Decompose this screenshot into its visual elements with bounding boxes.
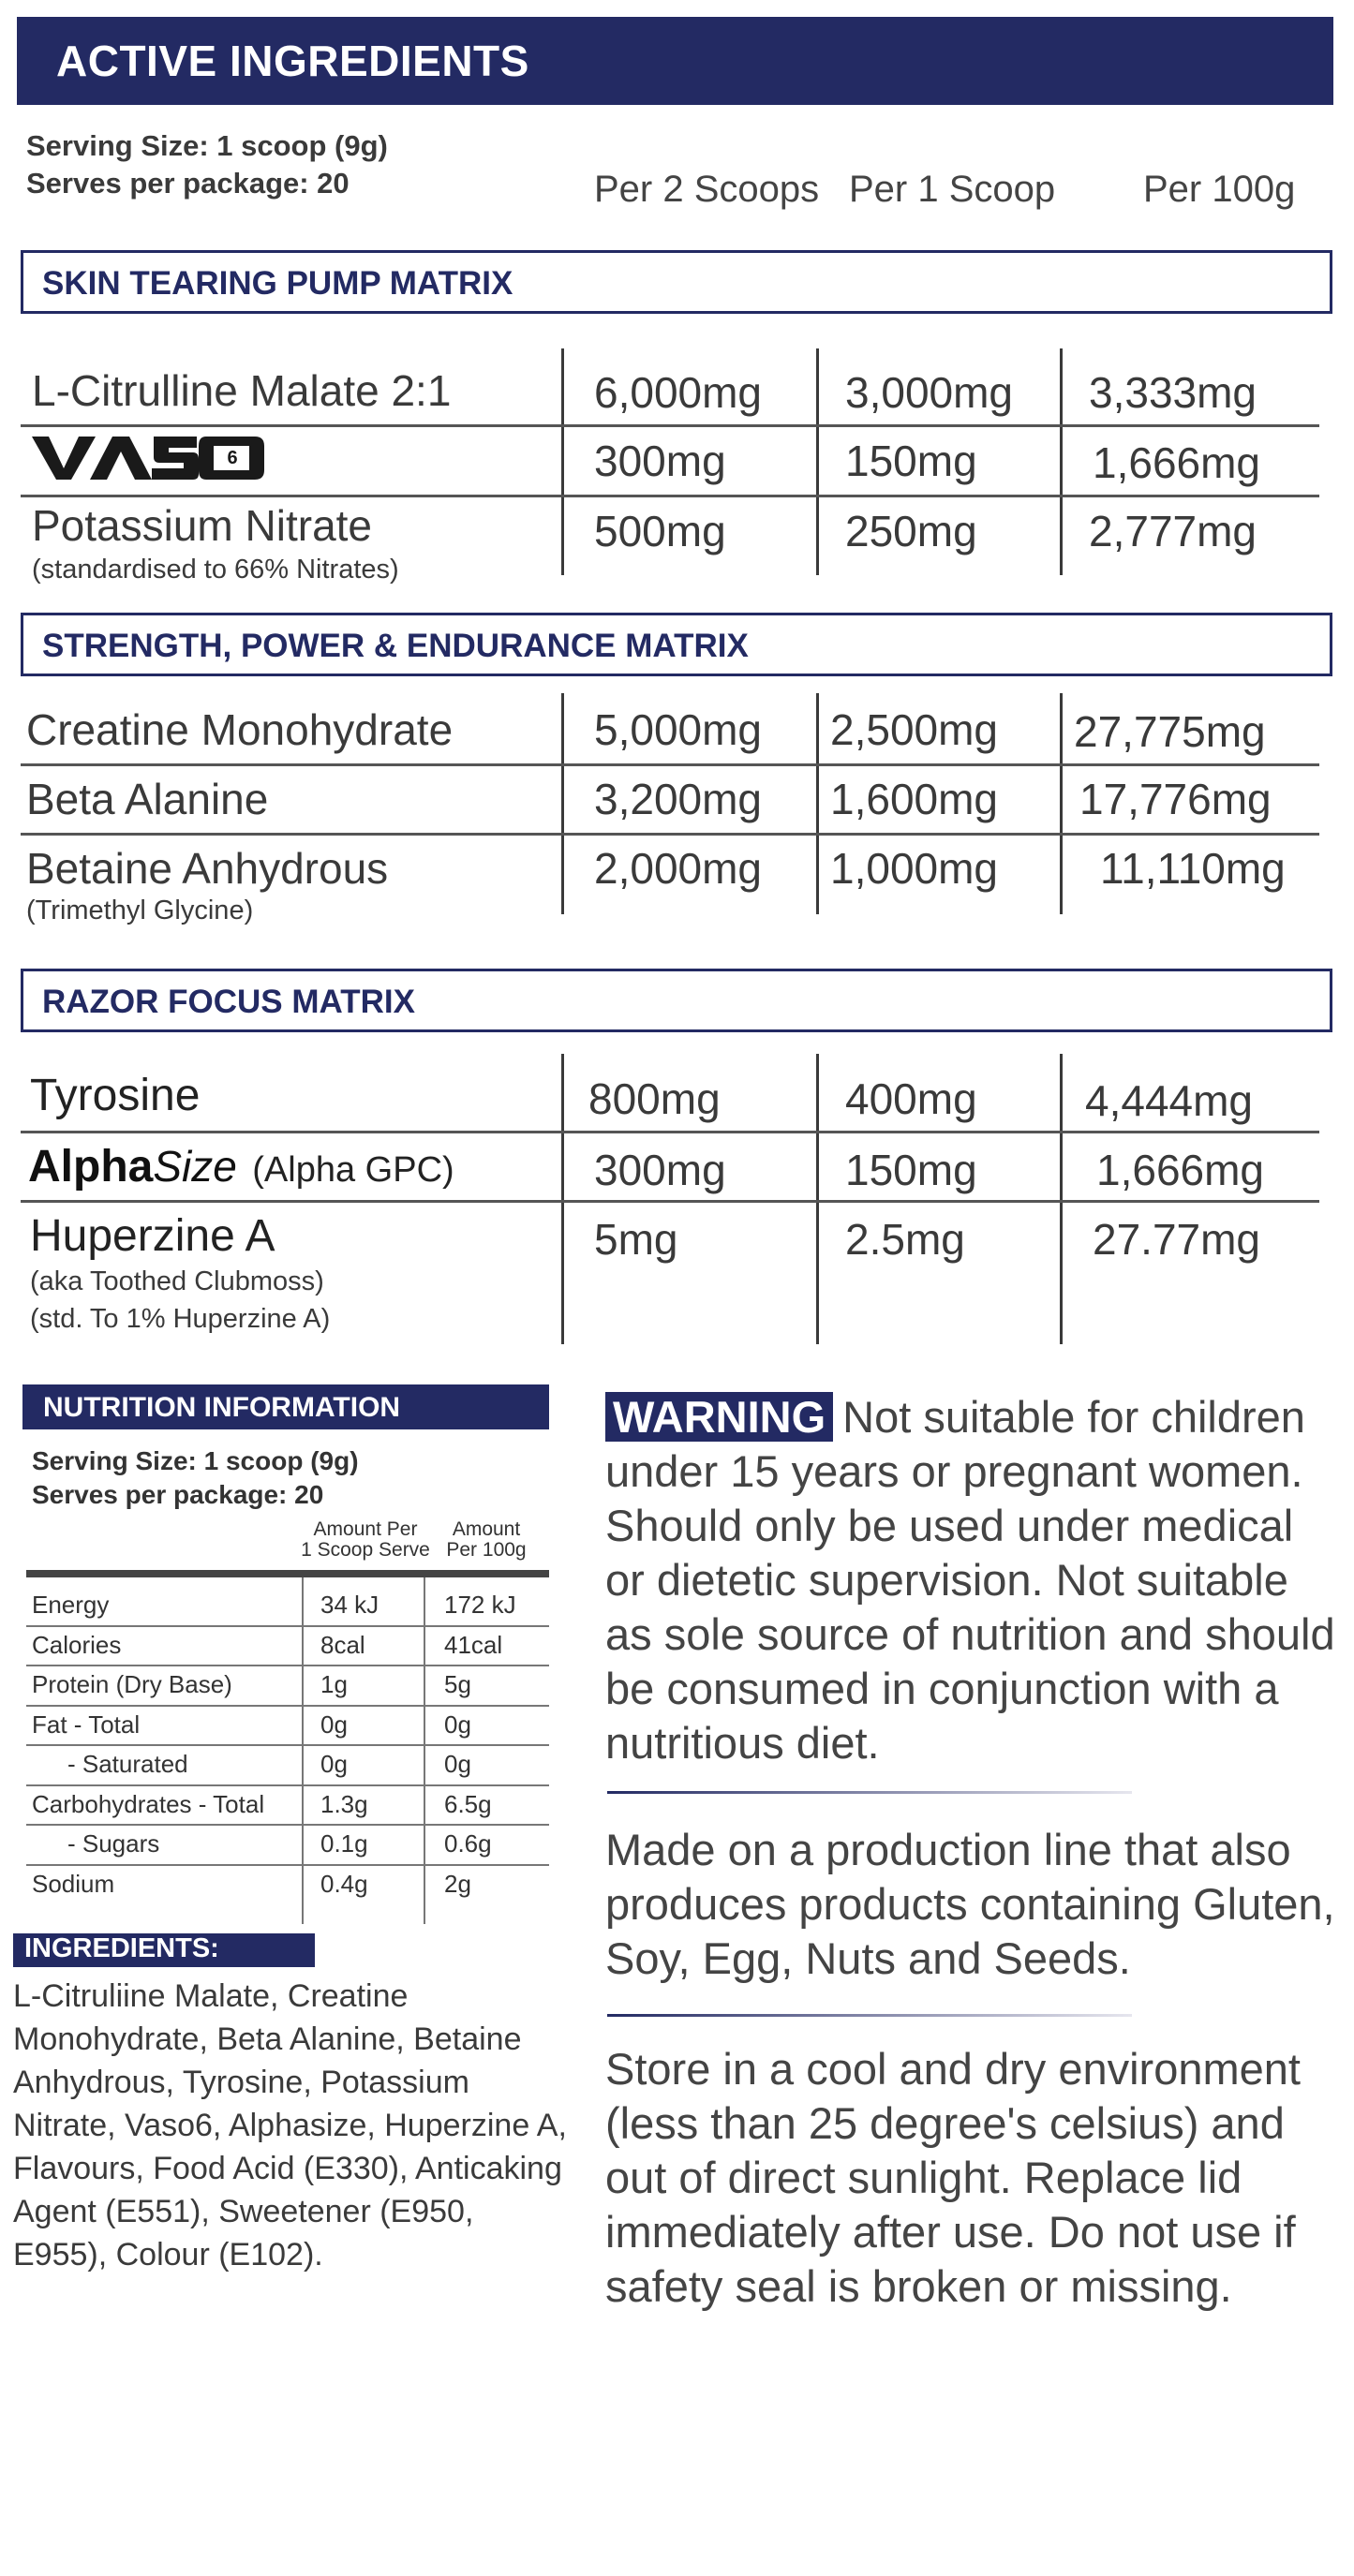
nutrition-row-per-100g: 5g: [444, 1670, 471, 1698]
section-separator: [607, 2014, 1132, 2017]
col-header-line: Amount: [452, 1518, 521, 1540]
nutrition-row-per-100g: 0.6g: [444, 1829, 492, 1858]
ingredient-name-betaine: Betaine Anhydrous: [26, 844, 389, 893]
ingredients-text: L-Citruliine Malate, Creatine Monohydrate, Beta Alanine, Betaine Anhydrous, Tyrosine, Potassium Nitrate, Vaso6, Alphasize, Huperzine A, Flavours, Food Acid (E330), Anticaking Agent (E551), Sweetener (E950, E955), Colour (E102).: [13, 1978, 567, 2273]
matrix-title: STRENGTH, POWER & ENDURANCE MATRIX: [42, 628, 749, 664]
value-per-1-scoop: 1,600mg: [830, 775, 999, 823]
row-divider: [21, 1131, 1319, 1133]
nutrition-row-divider: [26, 1744, 549, 1746]
vaso6-logo-graphic: [32, 433, 266, 481]
serving-size: Serving Size: 1 scoop (9g): [26, 129, 388, 162]
row-divider: [21, 763, 1319, 766]
row-divider: [21, 495, 1319, 497]
ingredients-header: [13, 1933, 315, 1967]
ingredient-name-l-citrulline: L-Citrulline Malate 2:1: [32, 366, 452, 415]
nutrition-row-label: Sodium: [32, 1869, 115, 1898]
ingredient-subtext: (standardised to 66% Nitrates): [32, 555, 399, 585]
nutrition-row-divider: [26, 1784, 549, 1786]
value-per-1-scoop: 1,000mg: [830, 844, 999, 893]
column-divider: [816, 1054, 819, 1344]
nutrition-row-per-100g: 0g: [444, 1750, 471, 1778]
ingredient-subtext: (std. To 1% Huperzine A): [30, 1304, 331, 1334]
nutrition-row-divider: [26, 1625, 549, 1627]
nutrition-column-divider: [302, 1577, 304, 1924]
serves-per-package: Serves per package: 20: [26, 167, 350, 200]
value-per-2-scoops: 3,200mg: [594, 775, 763, 823]
row-divider: [21, 1200, 1319, 1203]
value-per-100g: 27,775mg: [1074, 707, 1266, 756]
value-per-2-scoops: 6,000mg: [594, 368, 763, 417]
value-per-1-scoop: 250mg: [845, 507, 977, 555]
value-per-100g: 17,776mg: [1079, 775, 1272, 823]
value-per-2-scoops: 300mg: [594, 437, 726, 485]
ingredient-name-huperzine: Huperzine A: [30, 1211, 275, 1261]
nutrition-row-per-100g: 2g: [444, 1869, 471, 1898]
nutrition-row-label: - Saturated: [67, 1750, 188, 1778]
warning-block: [605, 1390, 1336, 1770]
production-note: Made on a production line that also produces products containing Gluten, Soy, Egg, Nuts and Seeds.: [605, 1825, 1335, 1983]
nutrition-row-per-serve: 1.3g: [320, 1789, 368, 1818]
matrix-title: SKIN TEARING PUMP MATRIX: [42, 265, 513, 302]
alphasize-bold-part: Alpha: [28, 1142, 154, 1192]
nutrition-serving-size: Serving Size: 1 scoop (9g): [32, 1446, 359, 1475]
value-per-100g: 3,333mg: [1089, 368, 1257, 417]
ingredient-subtext: (Trimethyl Glycine): [26, 896, 254, 925]
column-divider: [561, 348, 564, 575]
nutrition-row-label: Carbohydrates - Total: [32, 1789, 265, 1818]
nutrition-row-per-serve: 8cal: [320, 1630, 365, 1659]
warning-text: Not suitable for children under 15 years or pregnant women. Should only be used under medical or dietetic supervision. Not suitable as sole source of nutrition and should be consumed in conjunction with a nutritious diet.: [605, 1392, 1335, 1768]
nutrition-row-per-serve: 0.4g: [320, 1869, 368, 1898]
svg-text:6: 6: [227, 448, 238, 468]
value-per-100g: 1,666mg: [1096, 1146, 1265, 1194]
row-divider: [21, 424, 1319, 427]
nutrition-title: NUTRITION INFORMATION: [43, 1392, 401, 1423]
nutrition-row-per-serve: 0g: [320, 1710, 348, 1739]
value-per-1-scoop: 400mg: [845, 1074, 977, 1123]
value-per-100g: 1,666mg: [1093, 438, 1261, 487]
nutrition-thick-rule: [26, 1570, 549, 1577]
active-ingredients-header: [17, 17, 1333, 105]
nutrition-row-per-serve: 0g: [320, 1750, 348, 1778]
value-per-2-scoops: 800mg: [588, 1074, 721, 1123]
value-per-1-scoop: 3,000mg: [845, 368, 1014, 417]
ingredient-name-tyrosine: Tyrosine: [30, 1071, 201, 1120]
value-per-1-scoop: 150mg: [845, 437, 977, 485]
value-per-2-scoops: 300mg: [594, 1146, 726, 1194]
value-per-1-scoop: 2,500mg: [830, 705, 999, 754]
ingredient-name-beta-alanine: Beta Alanine: [26, 775, 269, 823]
matrix-header-skin-tearing-pump: [21, 250, 1332, 314]
value-per-2-scoops: 2,000mg: [594, 844, 763, 893]
value-per-100g: 27.77mg: [1093, 1215, 1261, 1264]
ingredients-title: INGREDIENTS:: [24, 1933, 219, 1963]
value-per-2-scoops: 5,000mg: [594, 705, 763, 754]
nutrition-serves-per-package: Serves per package: 20: [32, 1480, 324, 1509]
col-header-line: 1 Scoop Serve: [301, 1539, 430, 1561]
matrix-header-razor-focus: [21, 969, 1332, 1032]
column-header-per-100g: Per 100g: [1143, 169, 1296, 210]
section-separator: [607, 1791, 1132, 1794]
value-per-2-scoops: 5mg: [594, 1215, 678, 1264]
matrix-title: RAZOR FOCUS MATRIX: [42, 984, 415, 1020]
ingredient-subtext: (aka Toothed Clubmoss): [30, 1266, 324, 1296]
nutrition-row-divider: [26, 1824, 549, 1826]
nutrition-row-per-100g: 0g: [444, 1710, 471, 1739]
value-per-1-scoop: 2.5mg: [845, 1215, 965, 1264]
column-divider: [1060, 693, 1063, 914]
matrix-header-strength-power-endurance: [21, 613, 1332, 676]
col-header-line: Amount Per: [313, 1518, 418, 1540]
value-per-1-scoop: 150mg: [845, 1146, 977, 1194]
nutrition-row-per-100g: 41cal: [444, 1630, 503, 1659]
alphasize-italic-part: Size: [153, 1142, 237, 1191]
nutrition-column-header-per-serve: [300, 1519, 431, 1561]
column-divider: [1060, 348, 1063, 575]
vaso6-logo: [32, 433, 266, 486]
nutrition-row-label: Fat - Total: [32, 1710, 141, 1739]
column-divider: [816, 348, 819, 575]
value-per-2-scoops: 500mg: [594, 507, 726, 555]
row-divider: [21, 833, 1319, 836]
col-header-line: Per 100g: [446, 1539, 527, 1561]
nutrition-row-per-100g: 6.5g: [444, 1789, 492, 1818]
value-per-100g: 11,110mg: [1100, 844, 1286, 893]
nutrition-row-per-serve: 1g: [320, 1670, 348, 1698]
nutrition-column-divider: [424, 1577, 425, 1924]
nutrition-row-divider: [26, 1665, 549, 1666]
ingredient-name-creatine: Creatine Monohydrate: [26, 705, 454, 754]
nutrition-row-label: Calories: [32, 1630, 122, 1659]
column-divider: [561, 1054, 564, 1344]
warning-badge: WARNING: [605, 1392, 833, 1442]
nutrition-column-header-per-100g: [435, 1519, 538, 1561]
nutrition-row-label: - Sugars: [67, 1829, 160, 1858]
alphasize-suffix: (Alpha GPC): [252, 1150, 454, 1190]
ingredient-name-potassium-nitrate: Potassium Nitrate: [32, 501, 373, 550]
alphasize-logo: [28, 1141, 454, 1192]
nutrition-row-per-serve: 34 kJ: [320, 1591, 379, 1619]
column-header-per-1-scoop: Per 1 Scoop: [849, 169, 1056, 210]
column-divider: [816, 693, 819, 914]
nutrition-row-divider: [26, 1705, 549, 1707]
storage-note: Store in a cool and dry environment (less than 25 degree's celsius) and out of direct sunlight. Replace lid immediately after use. Do not use if safety seal is broken or missing.: [605, 2044, 1301, 2311]
column-header-per-2-scoops: Per 2 Scoops: [594, 169, 820, 210]
nutrition-row-label: Protein (Dry Base): [32, 1670, 232, 1698]
column-divider: [561, 693, 564, 914]
nutrition-header: [22, 1384, 549, 1429]
value-per-100g: 4,444mg: [1085, 1076, 1254, 1125]
page-title: ACTIVE INGREDIENTS: [56, 37, 529, 85]
nutrition-row-per-100g: 172 kJ: [444, 1591, 516, 1619]
column-divider: [1060, 1054, 1063, 1344]
nutrition-row-per-serve: 0.1g: [320, 1829, 368, 1858]
nutrition-row-divider: [26, 1864, 549, 1866]
nutrition-row-label: Energy: [32, 1591, 110, 1619]
value-per-100g: 2,777mg: [1089, 507, 1257, 555]
